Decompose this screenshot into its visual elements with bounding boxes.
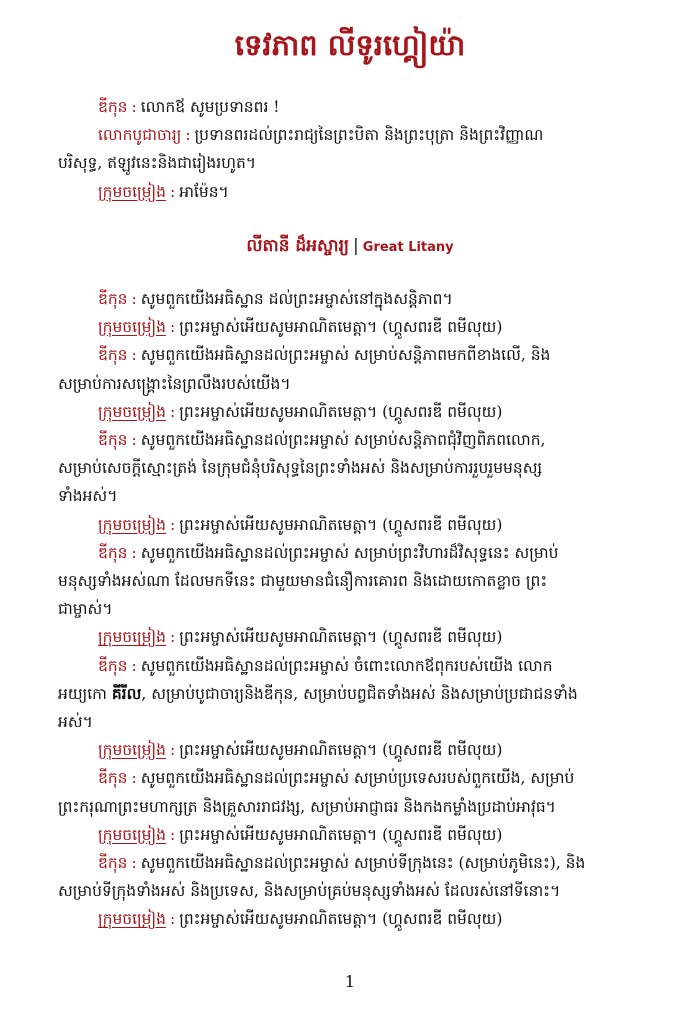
- colon: :: [185, 126, 191, 145]
- litany-block: [58, 285, 646, 934]
- speaker-label: ក្រុមចម្រៀង: [98, 182, 166, 201]
- litany-line: ក្រុមចម្រៀង : ព្រះអម្ចាស់អើយសូមអាណិតមេត្តា។ (ហ្គូសពរឌី ពមីលុយ): [98, 515, 503, 534]
- intro-line-priest: [98, 121, 646, 149]
- page-title: ទេវភាព លីទូរហ្គៀយ៉ា: [234, 28, 466, 62]
- litany-line: ឌីកុន : សូមពួកយើងអធិស្ឋានដល់ព្រះអម្ចាស់ សម្រាប់ព្រះវិហារដ៏វិសុទ្ធនេះ សម្រាប់: [98, 543, 559, 562]
- litany-line: ក្រុមចម្រៀង : ព្រះអម្ចាស់អើយសូមអាណិតមេត្តា។ (ហ្គូសពរឌី ពមីលុយ): [98, 628, 503, 647]
- speaker-label: ក្រុមចម្រៀង: [98, 515, 166, 534]
- speaker-label: ឌីកុន: [98, 431, 128, 450]
- intro-line-priest-continuation: បរិសុទ្ធ, ឥឡូវនេះនិងជារៀងរហូត។: [58, 154, 257, 173]
- speaker-label: ក្រុមចម្រៀង: [98, 825, 166, 844]
- speaker-label: ក្រុមចម្រៀង: [98, 318, 166, 337]
- speaker-label: ឌីកុន: [98, 854, 128, 873]
- speaker-label: ឌីកុន: [98, 543, 128, 562]
- litany-line: ក្រុមចម្រៀង : ព្រះអម្ចាស់អើយសូមអាណិតមេត្តា។ (ហ្គូសពរឌី ពមីលុយ): [98, 741, 503, 760]
- section-title-english: Great Litany: [362, 240, 454, 255]
- litany-line: ឌីកុន : សូមពួកយើងអធិស្ឋានដល់ព្រះអម្ចាស់ សម្រាប់សន្តិភាពជុំវិញពិភពលោក,: [98, 431, 546, 450]
- speaker-label: លោកបូជាចារ្យ: [98, 126, 182, 145]
- litany-line: ក្រុមចម្រៀង : ព្រះអម្ចាស់អើយសូមអាណិតមេត្តា។ (ហ្គូសពរឌី ពមីលុយ): [98, 910, 503, 929]
- line-text: ប្រទានពរដល់ព្រះរាជ្យនៃព្រះបិតា និងព្រះបុត្រា និងព្រះវិញ្ញាណ: [194, 126, 544, 145]
- line-text: អាម៉ែន។: [179, 182, 229, 201]
- intro-line-choir: [98, 178, 646, 206]
- litany-line-continuation: អយ្យកោ គីរីល, សម្រាប់បូជាចារ្យនិងឌីកុន, សម្រាប់បព្វជិតទាំងអស់ និងសម្រាប់ប្រជាជនទាំង: [58, 683, 578, 703]
- litany-line-continuation: សម្រាប់ការសង្គ្រោះនៃព្រលឹងរបស់យើង។: [58, 374, 291, 393]
- intro-line-deacon: [98, 93, 646, 121]
- litany-line-continuation: ជាម្ចាស់។: [58, 600, 113, 619]
- page-number: 1: [344, 972, 356, 991]
- speaker-label: ឌីកុន: [98, 346, 128, 365]
- intro-block: [58, 93, 646, 206]
- litany-line: ក្រុមចម្រៀង : ព្រះអម្ចាស់អើយសូមអាណិតមេត្តា។ (ហ្គូសពរឌី ពមីលុយ): [98, 402, 503, 421]
- litany-line-continuation: ទាំងអស់។: [58, 487, 118, 506]
- litany-line: ឌីកុន : សូមពួកយើងអធិស្ឋាន ដល់ព្រះអម្ចាស់នៅក្នុងសន្តិភាព។: [98, 290, 453, 308]
- colon: :: [131, 98, 137, 116]
- speaker-label: ក្រុមចម្រៀង: [98, 402, 166, 421]
- litany-line-continuation: មនុស្សទាំងអស់ណា ដែលមកទីនេះ ជាមួយមានជំនឿការគោរព និងដោយកោតខ្លាច ព្រះ: [58, 572, 548, 591]
- litany-line: ក្រុមចម្រៀង : ព្រះអម្ចាស់អើយសូមអាណិតមេត្តា។ (ហ្គូសពរឌី ពមីលុយ): [98, 318, 503, 337]
- litany-line: ឌីកុន : សូមពួកយើងអធិស្ឋានដល់ព្រះអម្ចាស់ សម្រាប់សន្តិភាពមកពីខាងលើ, និង: [98, 346, 551, 365]
- litany-line: ឌីកុន : សូមពួកយើងអធិស្ឋានដល់ព្រះអម្ចាស់ សម្រាប់ប្រទេសរបស់ពួកយើង, សម្រាប់: [98, 769, 575, 788]
- speaker-label: ឌីកុន: [98, 98, 128, 116]
- litany-line: ឌីកុន : សូមពួកយើងអធិស្ឋានដល់ព្រះអម្ចាស់ សម្រាប់ទីក្រុងនេះ (សម្រាប់ភូមិនេះ), និង: [98, 854, 586, 873]
- colon: :: [169, 182, 176, 201]
- litany-line-continuation: អស់។: [58, 713, 93, 732]
- litany-line-continuation: សម្រាប់ទីក្រុងទាំងអស់ និងប្រទេស, និងសម្រាប់គ្រប់មនុស្សទាំងអស់ ដែលរស់នៅទីនោះ។: [58, 882, 561, 901]
- speaker-label: ឌីកុន: [98, 769, 128, 788]
- litany-line-continuation: សម្រាប់សេចក្តីស្មោះត្រង់ នៃក្រុមជំនុំបរិសុទ្ធនៃព្រះទាំងអស់ និងសម្រាប់ការរួបរួមមនុស្ស: [58, 459, 543, 478]
- litany-line: ឌីកុន : សូមពួកយើងអធិស្ឋានដល់ព្រះអម្ចាស់ ចំពោះលោកឪពុករបស់យើង លោក: [98, 656, 553, 675]
- speaker-label: ឌីកុន: [98, 290, 128, 308]
- section-heading: [0, 235, 700, 260]
- litany-line-continuation: ព្រះករុណាព្រះមហាក្សត្រ និងគ្រួសាររាជវង្ស, សម្រាប់អាជ្ញាធរ និងកងកម្លាំងប្រដាប់អាវុធ។: [58, 797, 556, 816]
- patriarch-name: គីរីល: [111, 683, 142, 703]
- speaker-label: ក្រុមចម្រៀង: [98, 628, 166, 647]
- section-title-khmer: លីតានី ដ៏អស្ចារ្យ: [246, 236, 350, 256]
- line-text: លោកឪ សូមប្រទានពរ !: [140, 98, 280, 116]
- litany-line: ក្រុមចម្រៀង : ព្រះអម្ចាស់អើយសូមអាណិតមេត្តា។ (ហ្គូសពរឌី ពមីលុយ): [98, 825, 503, 844]
- section-separator: |: [353, 236, 359, 256]
- speaker-label: ឌីកុន: [98, 656, 128, 675]
- speaker-label: ក្រុមចម្រៀង: [98, 741, 166, 760]
- speaker-label: ក្រុមចម្រៀង: [98, 910, 166, 929]
